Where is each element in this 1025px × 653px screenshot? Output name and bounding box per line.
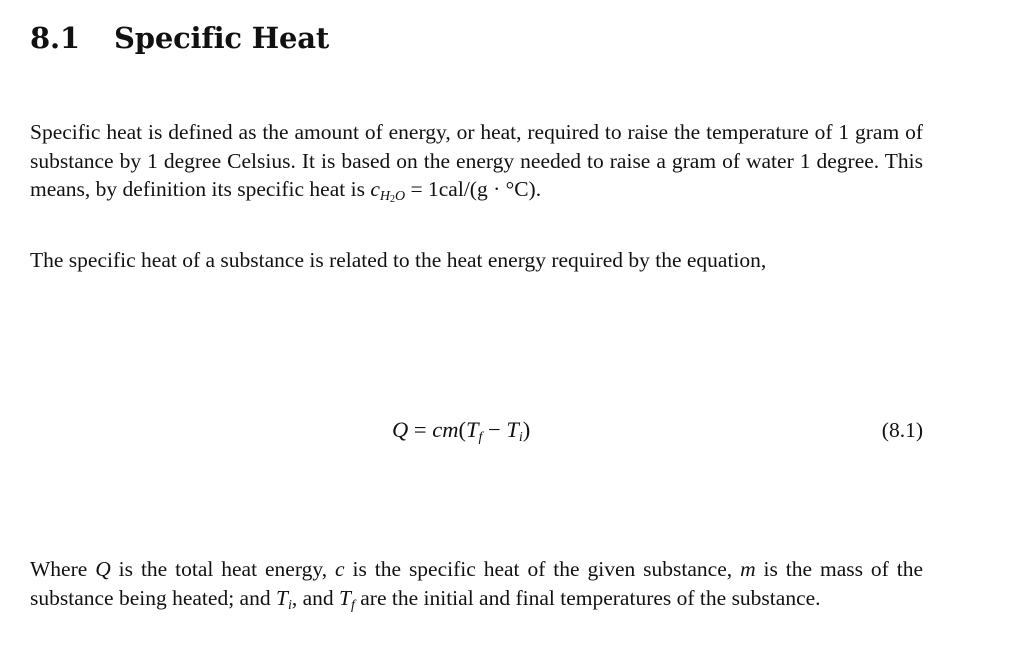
- paragraph-variables: [30, 555, 923, 620]
- water-subscript: [380, 189, 405, 204]
- subscript-o: O: [395, 189, 406, 204]
- eq-equals: =: [408, 417, 433, 442]
- eq-close-paren: ): [522, 417, 531, 442]
- var-m: m: [740, 557, 756, 581]
- var-text-2: is the total heat energy,: [110, 557, 336, 581]
- specific-heat-symbol: c: [370, 177, 380, 201]
- var-ti-sub: i: [287, 597, 292, 613]
- eq-open-paren: (: [458, 417, 466, 442]
- definition-text: Specific heat is defined as the amount of energy, or heat, required to raise the temperature of 1 gram of substance by 1 degree Celsius. It is based on the energy needed to raise a gram of water 1 degree. This means, by definition its specific heat is: [30, 120, 923, 201]
- eq-tf-sub: f: [478, 430, 483, 445]
- eq-ti: T: [506, 417, 519, 442]
- var-text-5: , and: [291, 585, 340, 610]
- water-specific-heat-value: = 1cal/(g · °C).: [405, 177, 542, 201]
- paragraph-intro-equation: The specific heat of a substance is related to the heat energy required by the equation,: [30, 248, 767, 272]
- paragraph-definition: [30, 118, 923, 215]
- eq-minus: −: [482, 417, 507, 442]
- var-tf-sub: f: [350, 597, 355, 613]
- var-ti: T: [275, 585, 288, 610]
- equation-number: (8.1): [881, 418, 923, 442]
- var-text-6: are the initial and final temperatures of the substance.: [354, 585, 821, 610]
- eq-tf: T: [465, 417, 479, 442]
- section-title: Specific Heat: [114, 21, 330, 55]
- var-text-4: is the mass of the substance being heated; and: [30, 557, 923, 610]
- heat-equation: [392, 414, 530, 454]
- eq-ti-sub: i: [518, 430, 523, 445]
- var-text-1: Where: [30, 557, 96, 581]
- var-q: Q: [95, 557, 111, 581]
- section-heading: [30, 18, 329, 58]
- eq-m: m: [442, 417, 459, 442]
- var-tf: T: [339, 585, 351, 610]
- eq-c: c: [432, 417, 443, 442]
- subscript-h: H: [379, 189, 391, 204]
- equation-row: [30, 414, 923, 446]
- section-number: 8.1: [30, 21, 80, 55]
- var-c: c: [335, 557, 345, 581]
- var-text-3: is the specific heat of the given substance,: [344, 557, 741, 581]
- subscript-2: 2: [390, 194, 396, 205]
- eq-q: Q: [392, 417, 409, 442]
